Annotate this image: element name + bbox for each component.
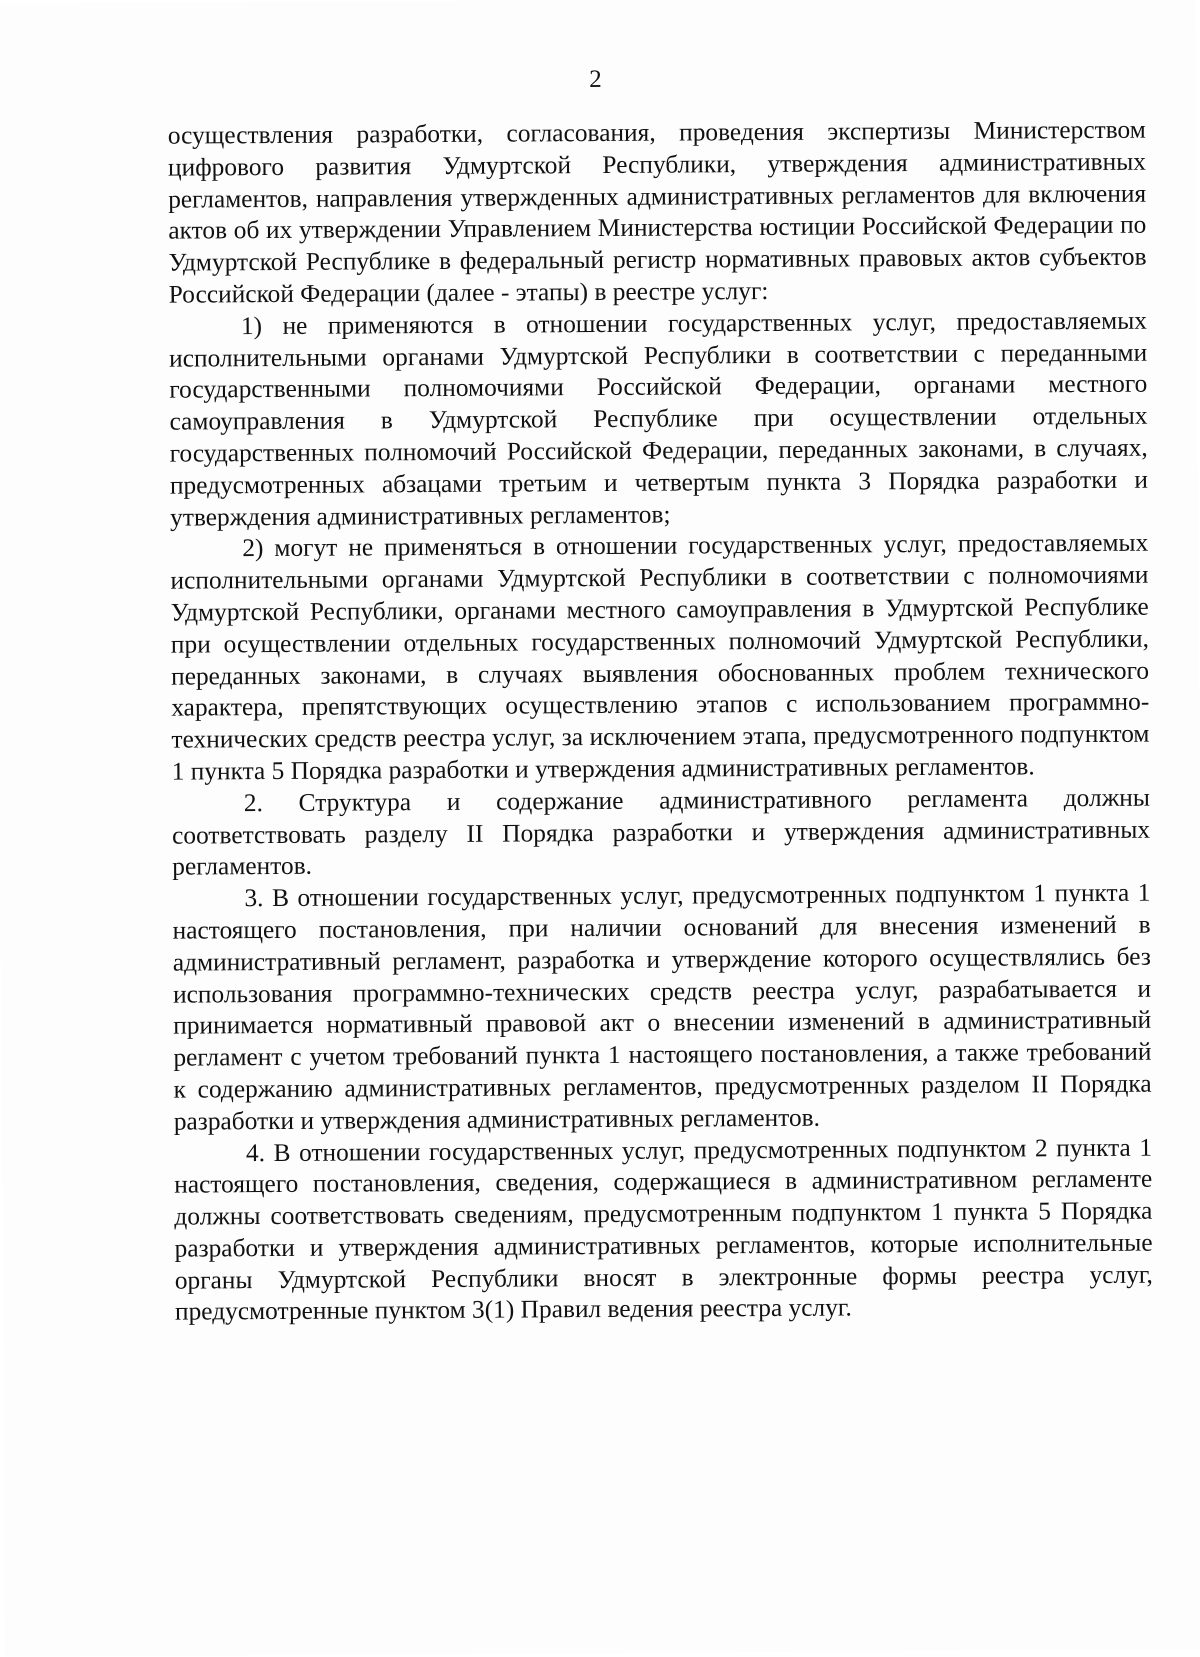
page-number: 2: [589, 65, 602, 94]
paragraph-subitem-2: 2) могут не применяться в отношении государственных услуг, предоставляемых исполнительными органами Удмуртской Республики в соответствии с полномочиями Удмуртской Республики, органами местного самоуправления в Удмуртской Республике при осуществлении отдельных государственных полномочий Удмуртской Республики, переданных законами, в случаях выявления обоснованных проблем технического характера, препятствующих осуществлению этапов с использованием программно-технических средств реестра услуг, за исключением этапа, предусмотренного подпунктом 1 пункта 5 Порядка разработки и утверждения административных регламентов.: [170, 529, 1150, 786]
paragraph-item-2: 2. Структура и содержание административного регламента должны соответствовать разделу II Порядка разработки и утверждения административных регламентов.: [171, 783, 1151, 881]
paragraph-subitem-1: 1) не применяются в отношении государственных услуг, предоставляемых исполнительными органами Удмуртской Республики в соответствии с переданными государственными полномочиями Российской Федерации, органами местного самоуправления в Удмуртской Республике при осуществлении отдельных государственных полномочий Российской Федерации, переданных законами, в случаях, предусмотренных абзацами третьим и четвертым пункта 3 Порядка разработки и утверждения административных регламентов;: [169, 306, 1148, 532]
paragraph-item-3: 3. В отношении государственных услуг, предусмотренных подпунктом 1 пункта 1 настоящего постановления, при наличии оснований для внесения изменений в административный регламент, разработка и утверждение которого осуществлялись без использования программно-технических средств реестра услуг, разрабатывается и принимается нормативный правовой акт о внесении изменений в административный регламент с учетом требований пункта 1 настоящего постановления, а также требований к содержанию административных регламентов, предусмотренных разделом II Порядка разработки и утверждения административных регламентов.: [172, 878, 1152, 1136]
paragraph-continuation: осуществления разработки, согласования, проведения экспертизы Министерством цифрового развития Удмуртской Республики, утверждения административных регламентов, направления утвержденных административных регламентов для включения актов об их утверждении Управлением Министерства юстиции Российской Федерации по Удмуртской Республике в федеральный регистр нормативных правовых актов субъектов Российской Федерации (далее - этапы) в реестре услуг:: [167, 115, 1147, 309]
document-body: [168, 115, 1153, 1329]
paragraph-item-4: 4. В отношении государственных услуг, предусмотренных подпунктом 2 пункта 1 настоящего постановления, сведения, содержащиеся в административном регламенте должны соответствовать сведениям, предусмотренным подпунктом 1 пункта 5 Порядка разработки и утверждения административных регламентов, которые исполнительные органы Удмуртской Республики вносят в электронные формы реестра услуг, предусмотренные пунктом 3(1) Правил ведения реестра услуг.: [174, 1133, 1153, 1327]
